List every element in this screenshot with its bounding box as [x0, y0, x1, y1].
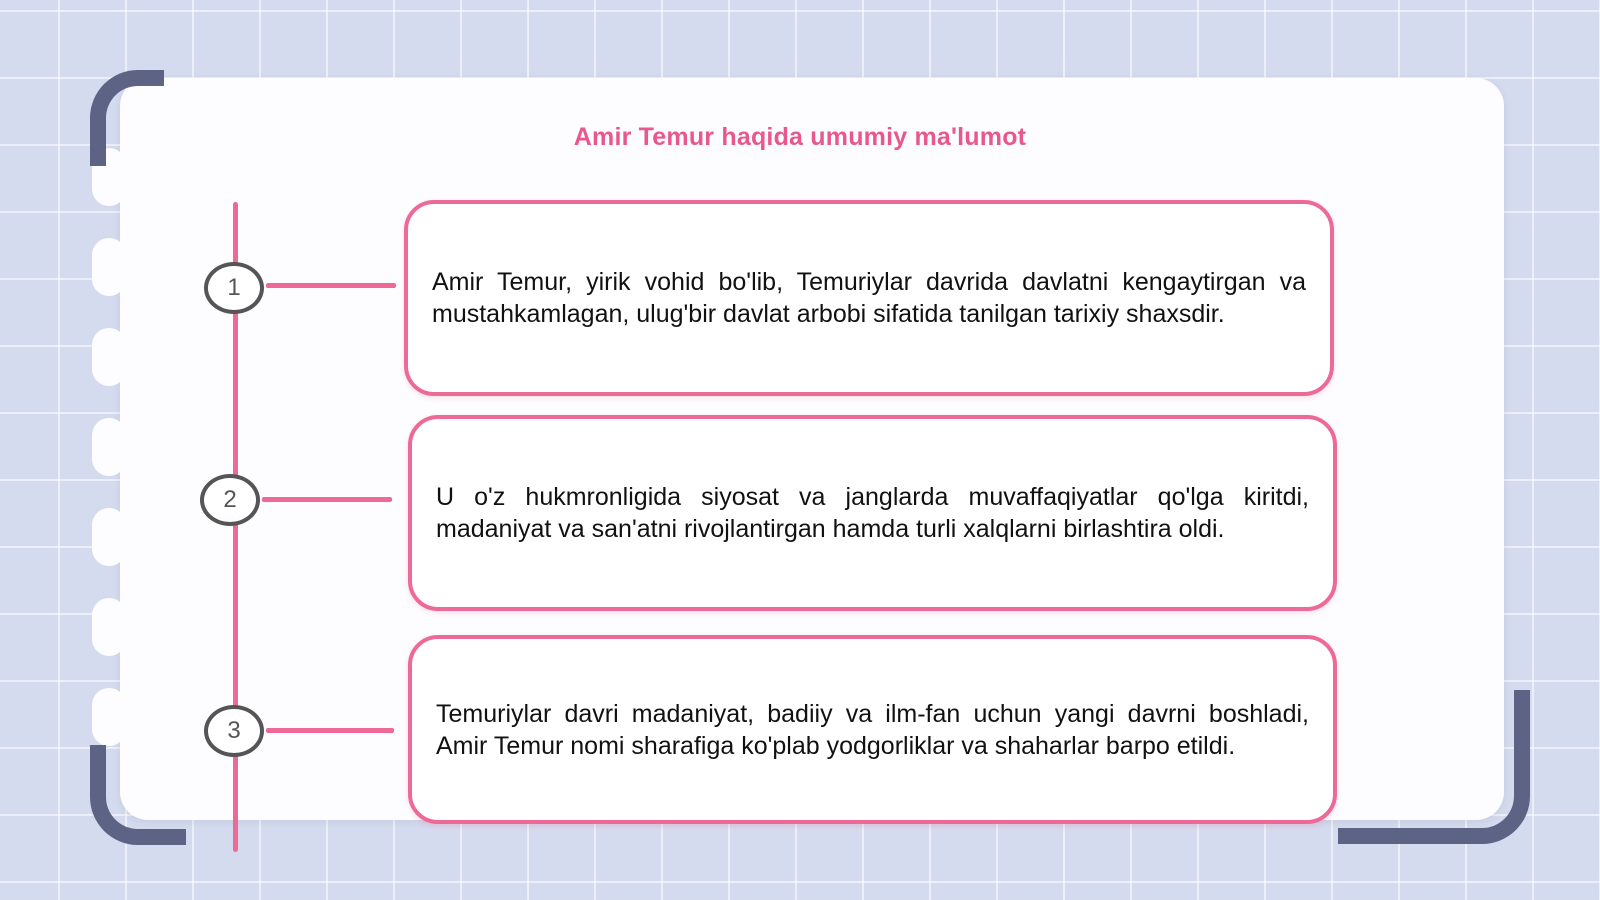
paper-scallop: [92, 328, 126, 386]
info-card-text: U o'z hukmronligida siyosat va janglarda muvaffaqiyatlar qo'lga kiritdi, madaniyat va san'atni rivojlantirgan hamda turli xalqlarni birlashtira oldi.: [436, 483, 1309, 543]
slide-title: Amir Temur haqida umumiy ma'lumot: [573, 123, 1027, 151]
info-card-text: Amir Temur, yirik vohid bo'lib, Temuriylar davrida davlatni kengaytirgan va mustahkamlagan, ulug'bir davlat arbobi sifatida tanilgan tarixiy shaxsdir.: [432, 268, 1306, 328]
info-card-2: [408, 415, 1337, 611]
paper-scallop: [92, 418, 126, 476]
timeline-marker-1: [204, 262, 264, 314]
paper-scallop: [92, 688, 126, 746]
marker-number: 1: [227, 274, 241, 301]
timeline-marker-3: [204, 705, 264, 757]
frame-corner-bottom-right: [1338, 690, 1530, 844]
marker-number: 2: [223, 486, 237, 513]
info-card-3: [408, 635, 1337, 824]
timeline-connector-2: [262, 497, 392, 502]
marker-number: 3: [227, 717, 241, 744]
paper-scallop: [92, 598, 126, 656]
frame-corner-bottom-left: [90, 745, 186, 845]
paper-scallop: [92, 238, 126, 296]
paper-scallop: [92, 508, 126, 566]
timeline-connector-1: [266, 283, 396, 288]
timeline-marker-2: [200, 474, 260, 526]
info-card-text: Temuriylar davri madaniyat, badiiy va ilm-fan uchun yangi davrni boshladi, Amir Temur nomi sharafiga ko'plab yodgorliklar va shaharlar barpo etildi.: [436, 699, 1309, 760]
info-card-1: [404, 200, 1334, 396]
timeline-connector-3: [266, 728, 394, 733]
